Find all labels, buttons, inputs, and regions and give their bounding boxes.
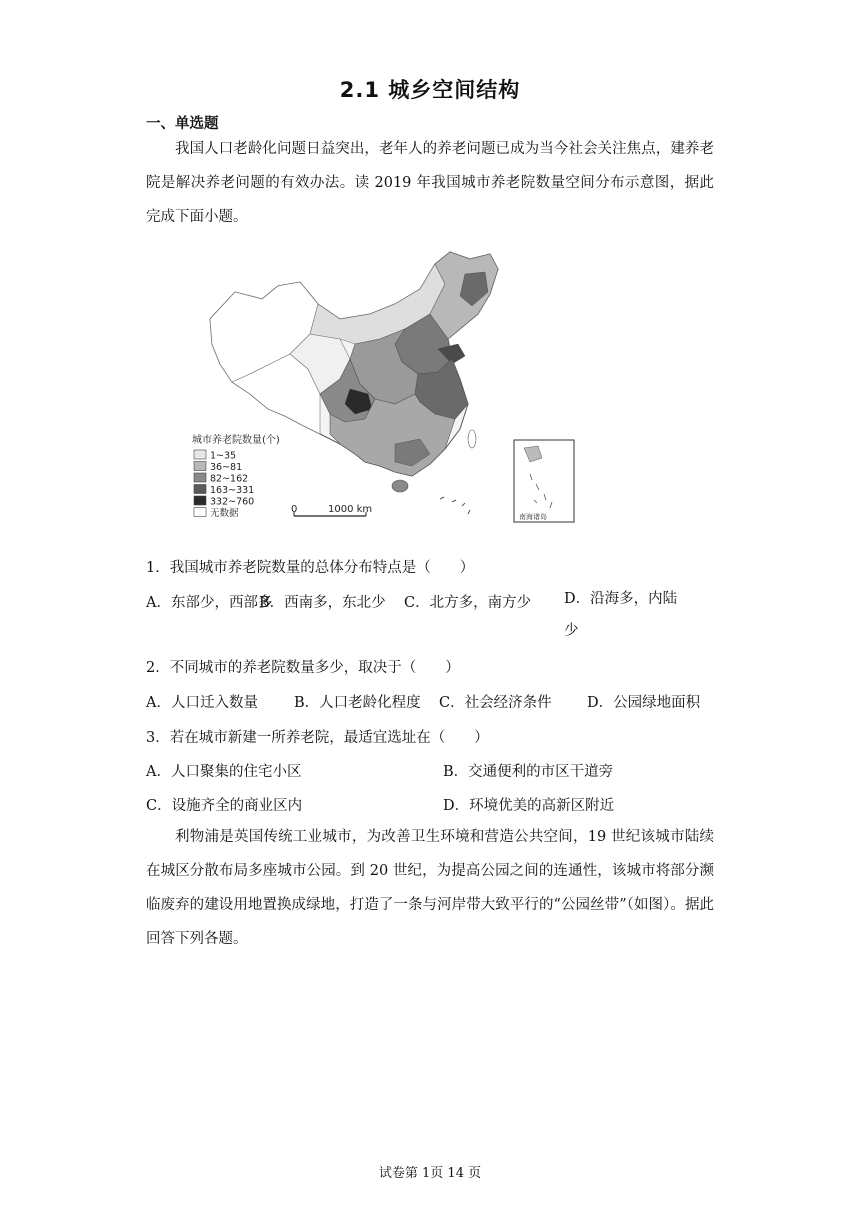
section-heading: 一、单选题 — [146, 116, 219, 132]
question-1-stem: 1．我国城市养老院数量的总体分布特点是（ ） — [146, 560, 475, 576]
legend-title: 城市养老院数量(个) — [192, 435, 280, 446]
question-3-stem: 3．若在城市新建一所养老院，最适宜选址在（ ） — [146, 730, 489, 746]
legend — [194, 450, 254, 519]
map-graphic — [190, 244, 580, 526]
south-china-sea-inset — [514, 440, 574, 522]
legend-label: 163~331 — [210, 485, 255, 496]
south-sea-dashes — [440, 497, 470, 514]
q3-option-d[interactable]: D．环境优美的高新区附近 — [443, 798, 615, 814]
scale-label: 1000 km — [328, 504, 373, 515]
legend-label: 1~35 — [210, 450, 237, 462]
legend-swatch — [194, 450, 206, 459]
page-title: 2.1 城乡空间结构 — [339, 78, 521, 102]
q1-option-d[interactable]: D．沿海多，内陆少 — [564, 591, 678, 639]
q1-option-b[interactable]: B．西南多，东北少 — [259, 595, 386, 611]
q3-option-b[interactable]: B．交通便利的市区干道旁 — [443, 764, 614, 780]
legend-swatch — [194, 496, 206, 505]
legend-label: 82~162 — [210, 473, 249, 485]
taiwan-island — [468, 430, 476, 448]
hainan-island — [392, 480, 408, 492]
scale-zero: 0 — [291, 504, 298, 515]
question-1-options — [146, 591, 726, 647]
china-nursing-home-map — [190, 244, 580, 526]
inset-label: 南海诸岛 — [519, 513, 547, 521]
question-2-options — [146, 691, 726, 712]
intro-paragraph: 我国人口老龄化问题日益突出，老年人的养老问题已成为当今社会关注焦点，建养老院是解决养老问题的有效办法。读 2019 年我国城市养老院数量空间分布示意图，据此完成下面小题。 — [146, 141, 714, 225]
legend-label: 36~81 — [210, 462, 243, 473]
q2-option-c[interactable]: C．社会经济条件 — [439, 695, 552, 711]
second-paragraph: 利物浦是英国传统工业城市，为改善卫生环境和营造公共空间，19 世纪该城市陆续在城区分散布局多座城市公园。到 20 世纪，为提高公园之间的连通性，该城市将部分濒临废弃的建设用地置换成绿地，打造了一条与河岸带大致平行的“公园丝带”（如图）。据此回答下列各题。 — [146, 829, 714, 947]
q1-option-c[interactable]: C．北方多，南方少 — [404, 595, 532, 611]
question-2-stem: 2．不同城市的养老院数量多少，取决于（ ） — [146, 660, 460, 676]
page-footer: 试卷第 1页 14 页 — [378, 1166, 482, 1181]
q2-option-b[interactable]: B．人口老龄化程度 — [294, 695, 421, 711]
q3-option-a[interactable]: A．人口聚集的住宅小区 — [146, 764, 302, 780]
q2-option-a[interactable]: A．人口迁入数量 — [146, 695, 258, 711]
legend-label: 无数据 — [210, 508, 239, 519]
legend-swatch — [194, 485, 206, 494]
legend-label: 332~760 — [210, 496, 255, 508]
legend-swatch — [194, 462, 206, 471]
q1-option-a[interactable]: A．东部少，西部多 — [146, 595, 273, 611]
legend-swatch — [194, 508, 206, 517]
q3-option-c[interactable]: C．设施齐全的商业区内 — [146, 798, 303, 814]
legend-swatch — [194, 473, 206, 482]
q2-option-d[interactable]: D．公园绿地面积 — [587, 695, 701, 711]
